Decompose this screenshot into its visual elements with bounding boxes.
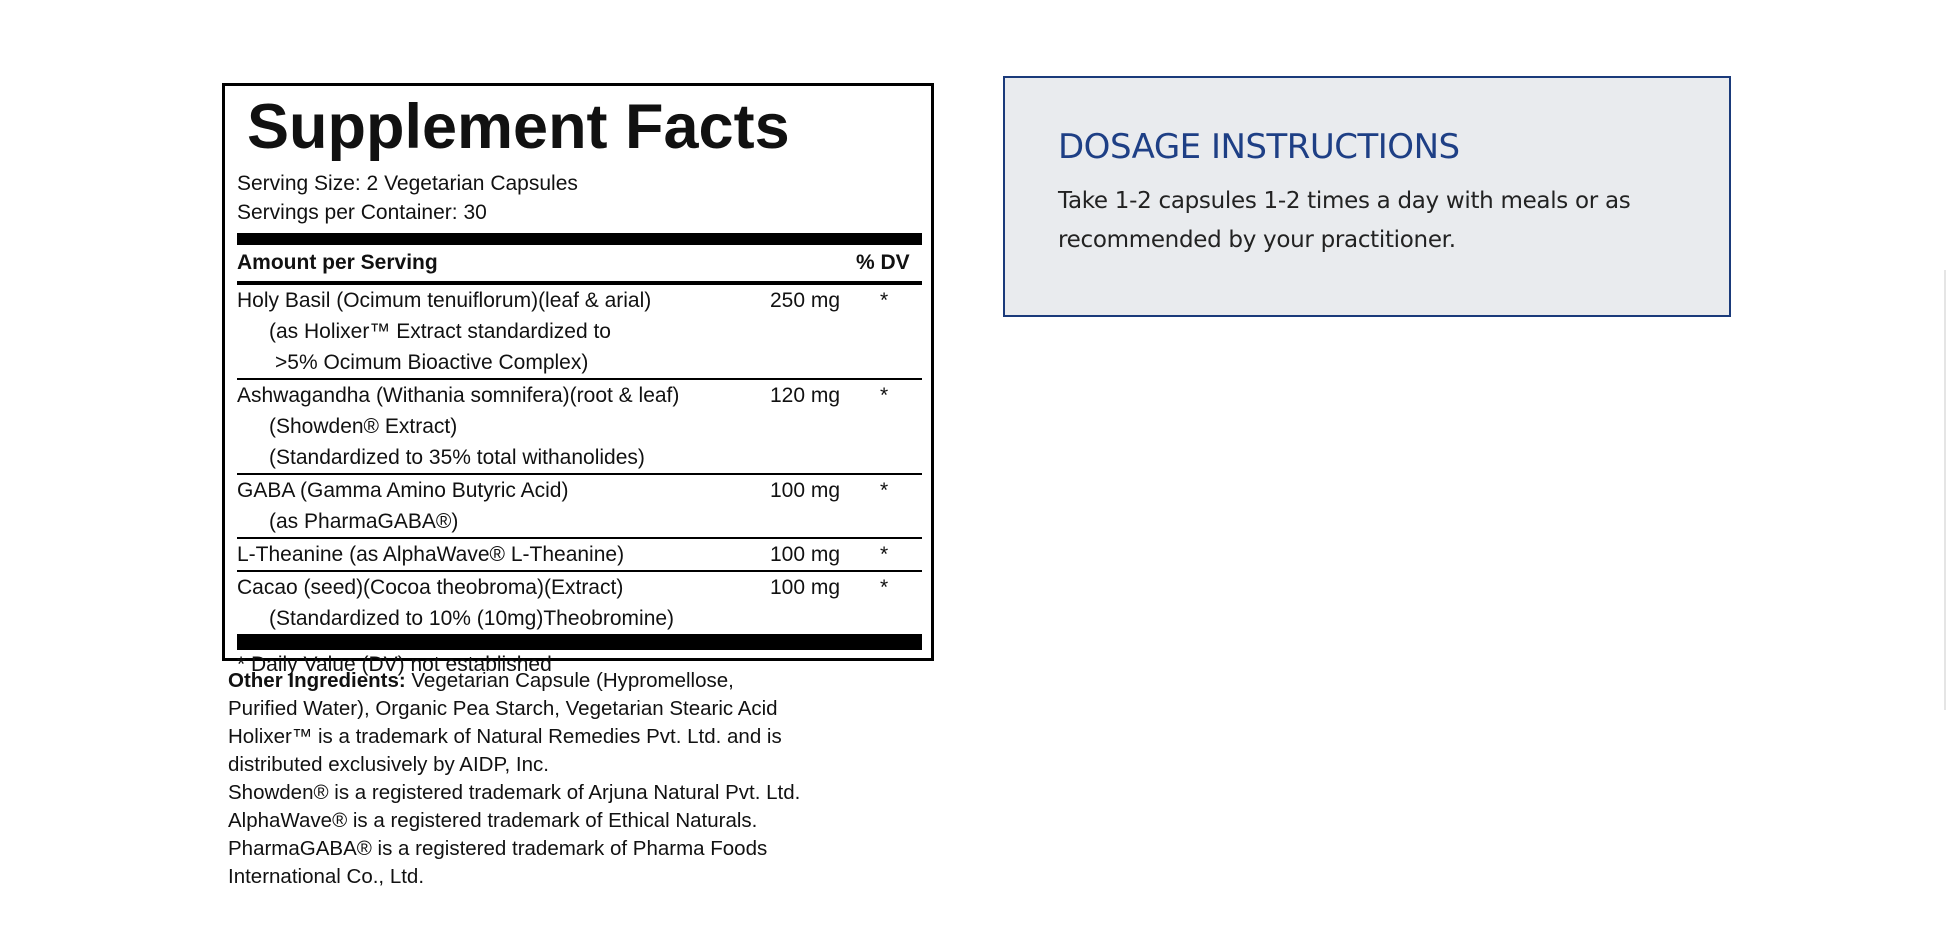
trademark-line: Showden® is a registered trademark of Arjuna Natural Pvt. Ltd. <box>228 781 801 804</box>
ingredient-detail: (Standardized to 35% total withanolides) <box>269 446 645 469</box>
ingredient-name: L-Theanine (as AlphaWave® L-Theanine) <box>237 543 625 566</box>
ingredient-dv: * <box>880 576 889 599</box>
ingredient-amount: 100 mg <box>770 576 841 599</box>
amount-per-serving-label: Amount per Serving <box>237 251 438 274</box>
facts-row-ashwagandha <box>237 380 922 475</box>
dv-label: % DV <box>856 251 910 274</box>
facts-header-row <box>237 245 922 285</box>
trademark-line: AlphaWave® is a registered trademark of Ethical Naturals. <box>228 809 758 832</box>
dosage-instructions-box <box>1003 76 1731 317</box>
supplement-facts-panel <box>222 83 934 676</box>
facts-row-cacao <box>237 572 922 636</box>
dosage-instructions-text: Take 1-2 capsules 1-2 times a day with meals or as recommended by your practitioner. <box>1058 188 1631 253</box>
ingredient-name: GABA (Gamma Amino Butyric Acid) <box>237 479 569 502</box>
ingredient-amount: 250 mg <box>770 289 841 312</box>
facts-row-holy-basil <box>237 285 922 380</box>
dosage-instructions-title: DOSAGE INSTRUCTIONS <box>1058 127 1460 167</box>
trademark-line: International Co., Ltd. <box>228 865 425 888</box>
dv-footnote: * Daily Value (DV) not established <box>237 653 552 676</box>
ingredient-amount: 100 mg <box>770 543 841 566</box>
ingredient-detail: (as Holixer™ Extract standardized to <box>269 320 611 343</box>
trademark-line: Holixer™ is a trademark of Natural Remedies Pvt. Ltd. and is <box>228 725 782 748</box>
ingredient-amount: 100 mg <box>770 479 841 502</box>
other-ingredients-line: Purified Water), Organic Pea Starch, Vegetarian Stearic Acid <box>228 697 778 720</box>
trademark-line: distributed exclusively by AIDP, Inc. <box>228 753 549 776</box>
ingredient-detail: (Standardized to 10% (10mg)Theobromine) <box>269 607 675 630</box>
ingredient-dv: * <box>880 543 889 566</box>
other-ingredients-line <box>228 667 888 695</box>
ingredient-dv: * <box>880 384 889 407</box>
ingredient-name: Holy Basil (Ocimum tenuiflorum)(leaf & arial) <box>237 289 652 312</box>
thick-divider <box>237 233 922 245</box>
ingredient-detail: (Showden® Extract) <box>269 415 458 438</box>
facts-row-gaba <box>237 475 922 539</box>
ingredient-amount: 120 mg <box>770 384 841 407</box>
thick-divider <box>237 636 922 650</box>
other-ingredients-text: Vegetarian Capsule (Hypromellose, <box>405 669 734 692</box>
servings-per-container: Servings per Container: 30 <box>237 201 487 224</box>
ingredient-detail: >5% Ocimum Bioactive Complex) <box>275 351 589 374</box>
ingredient-name: Cacao (seed)(Cocoa theobroma)(Extract) <box>237 576 624 599</box>
ingredient-dv: * <box>880 289 889 312</box>
facts-row-l-theanine <box>237 539 922 572</box>
trademark-line: PharmaGABA® is a registered trademark of Pharma Foods <box>228 837 768 860</box>
other-ingredients <box>228 667 888 891</box>
supplement-facts-title: Supplement Facts <box>247 92 790 162</box>
ingredient-dv: * <box>880 479 889 502</box>
ingredient-name: Ashwagandha (Withania somnifera)(root & leaf) <box>237 384 680 407</box>
serving-info <box>237 169 922 227</box>
ingredient-detail: (as PharmaGABA®) <box>269 510 459 533</box>
serving-size: Serving Size: 2 Vegetarian Capsules <box>237 172 578 195</box>
other-ingredients-label: Other Ingredients: <box>228 669 406 692</box>
